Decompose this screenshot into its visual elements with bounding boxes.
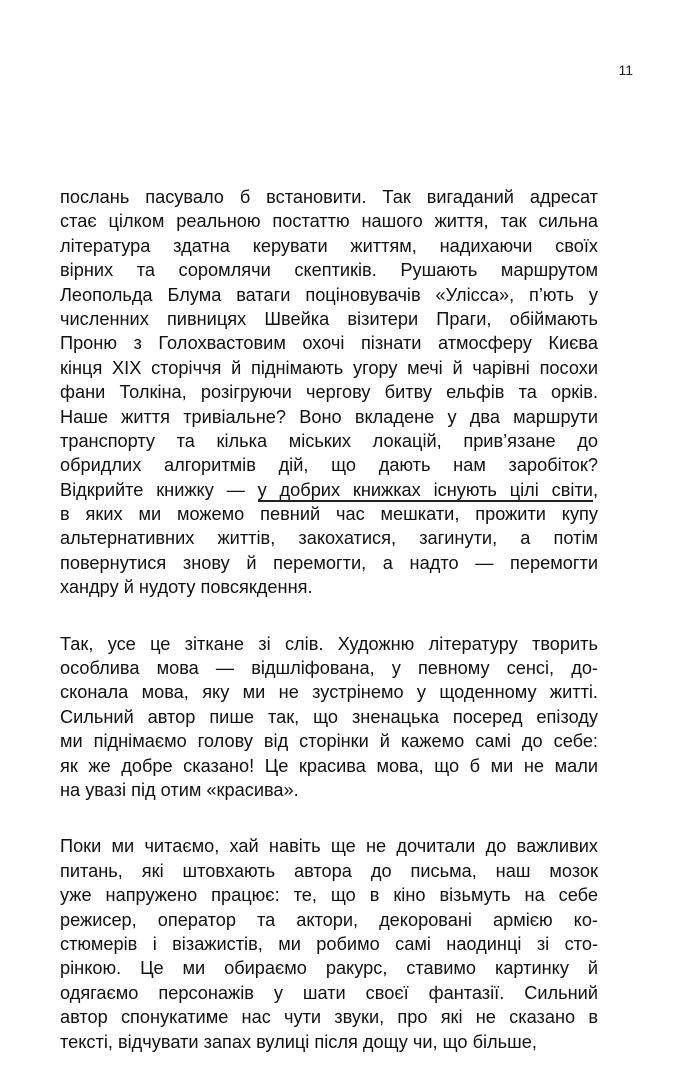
text-line: Так, усе це зіткане зі слів. Художню літературу творить xyxy=(60,633,598,654)
text-line xyxy=(60,478,598,502)
text-line: стає цілком реальною постаттю нашого життя, так сильна xyxy=(60,211,598,232)
text-line: автор спонукатиме нас чути звуки, про які не сказано в xyxy=(60,1007,598,1028)
text-line: тексті, відчувати запах вулиці після дощу чи, що більше, xyxy=(60,1031,537,1052)
text-line: численних пивницях Швейка візитери Праги, обіймають xyxy=(60,308,598,329)
text-line: фани Толкіна, розігруючи чергову битву ельфів та орків. xyxy=(60,382,598,403)
text-line: режисер, оператор та актори, декоровані армією ко- xyxy=(60,909,598,930)
text-line: Леопольда Блума ватаги поціновувачів «Улісса», п’ють у xyxy=(60,284,598,305)
text-line: рінкою. Це ми обираємо ракурс, ставимо картинку й xyxy=(60,958,598,979)
body-text xyxy=(60,185,598,1086)
text-line: питань, які штовхають автора до письма, наш мозок xyxy=(60,860,598,881)
text-line: сконала мова, яку ми не зустрінемо у щоденному житті. xyxy=(60,682,598,703)
text-line: на увазі під отим «красива». xyxy=(60,779,299,800)
line-text: , xyxy=(592,479,598,500)
text-line: стюмерів і візажистів, ми робимо самі наодинці зі сто- xyxy=(60,933,598,954)
paragraph xyxy=(60,632,598,803)
text-line: особлива мова — відшліфована, у певному сенсі, до- xyxy=(60,658,598,679)
text-line: література здатна керувати життям, надихаючи своїх xyxy=(60,235,598,256)
text-line: Поки ми читаємо, хай навіть ще не дочитали до важливих xyxy=(60,836,598,857)
text-line: Наше життя тривіальне? Воно вкладене у два маршрути xyxy=(60,406,598,427)
text-line: як же добре сказано! Це красива мова, що б ми не мали xyxy=(60,755,598,776)
text-line: транспорту та кілька міських локацій, прив’язане до xyxy=(60,430,598,451)
underlined-phrase: у добрих книжках існують цілі світи xyxy=(257,479,593,500)
text-line: послань пасувало б встановити. Так вигаданий адресат xyxy=(60,187,598,207)
text-line: вірних та соромлячи скептиків. Рушають маршрутом xyxy=(60,260,598,281)
text-line: альтернативних життів, закохатися, загинути, а потім xyxy=(60,528,598,549)
text-line: кінця XIX сторіччя й піднімають угору мечі й чарівні посохи xyxy=(60,357,598,378)
text-line: обридлих алгоритмів дій, що дають нам заробіток? xyxy=(60,455,598,476)
text-line: в яких ми можемо певний час мешкати, прожити купу xyxy=(60,504,598,525)
text-line: ми піднімаємо голову від сторінки й кажемо самі до себе: xyxy=(60,731,598,752)
line-text: Відкрийте книжку — xyxy=(60,479,258,500)
text-line: хандру й нудоту повсякдення. xyxy=(60,577,313,598)
text-line: одягаємо персонажів у шати своєї фантазії. Сильний xyxy=(60,982,598,1003)
paragraph xyxy=(60,834,598,1054)
text-line: уже напружено працює: те, що в кіно візьмуть на себе xyxy=(60,885,598,906)
text-line: Проню з Голохвастовим охочі пізнати атмосферу Києва xyxy=(60,333,598,354)
paragraph xyxy=(60,185,598,600)
text-line: Сильний автор пише так, що зненацька посеред епізоду xyxy=(60,706,598,727)
page-number: 11 xyxy=(618,62,633,78)
text-line: повернутися знову й перемогти, а надто — перемогти xyxy=(60,552,598,573)
